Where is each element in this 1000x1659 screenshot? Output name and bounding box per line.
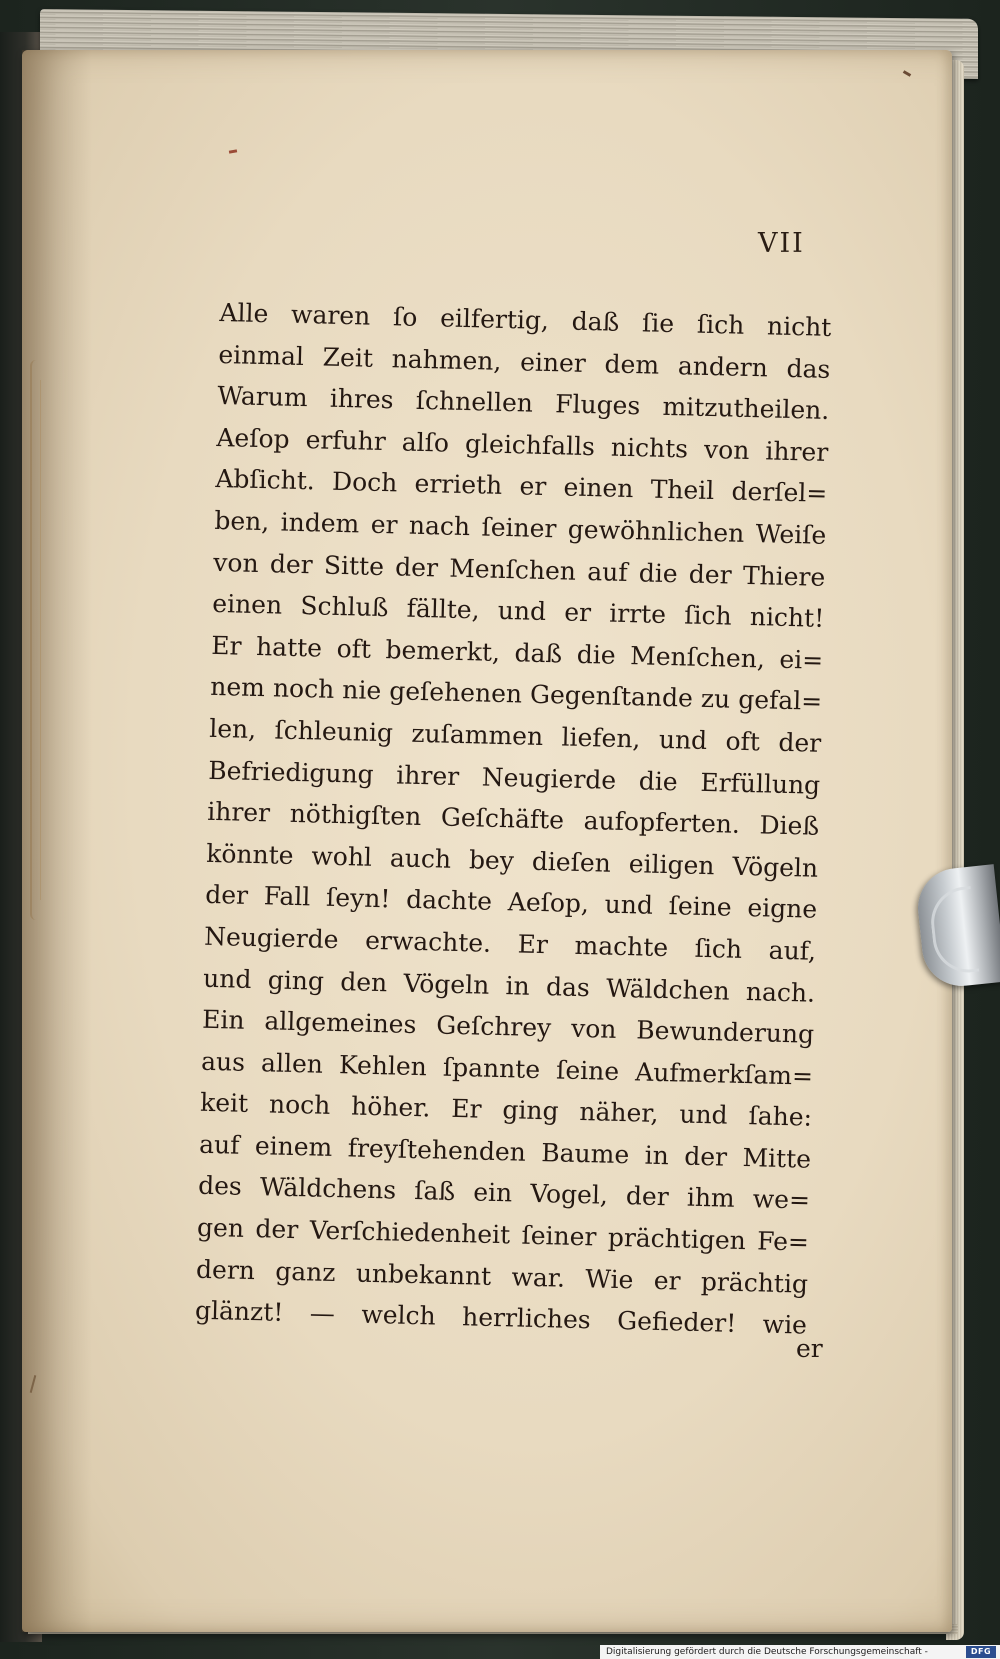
- text-line: aus allen Kehlen ſpannte ſeine Aufmerkſam=: [200, 1046, 814, 1091]
- text-line: Aeſop erfuhr alſo gleichfalls nichts von ihrer: [216, 422, 829, 467]
- text-line: einmal Zeit nahmen, einer dem andern das: [218, 339, 831, 384]
- text-line: ben, indem er nach ſeiner gewöhnlichen Weiſe: [214, 505, 827, 550]
- page-fold-crease-inner: [40, 380, 47, 900]
- body-text: [195, 292, 832, 1346]
- dfg-logo: DFG: [966, 1646, 996, 1658]
- text-line: Abſicht. Doch errieth er einen Theil derſel=: [215, 464, 828, 509]
- text-line: Er hatte oft bemerkt, daß die Menſchen, ei=: [211, 630, 824, 675]
- text-line: und ging den Vögeln in das Wäldchen nach.: [202, 963, 816, 1008]
- text-line: auf einem freyſtehenden Baume in der Mitte: [198, 1129, 812, 1174]
- text-line: Alle waren ſo eilfertig, daß ſie ſich nicht: [219, 297, 832, 342]
- text-line: von der Sitte der Menſchen auf die der Thiere: [213, 547, 826, 592]
- text-line: einen Schluß fällte, und er irrte ſich nicht!: [212, 589, 825, 634]
- text-line: len, ſchleunig zuſammen liefen, und oft der: [208, 713, 822, 758]
- text-line: Warum ihres ſchnellen Fluges mitzutheilen.: [217, 381, 830, 426]
- text-line: Ein allgemeines Geſchrey von Bewunderung: [201, 1004, 815, 1049]
- text-line: des Wäldchens ſaß ein Vogel, der ihm we=: [197, 1171, 811, 1216]
- text-line: ihrer nöthigſten Geſchäfte aufopferten. Dieß: [206, 796, 820, 841]
- catchword: er: [796, 1334, 823, 1363]
- text-line: gen der Verſchiedenheit ſeiner prächtigen Fe=: [196, 1212, 810, 1257]
- text-line: könnte wohl auch bey dieſen eiligen Vögeln: [205, 838, 819, 883]
- text-line: keit noch höher. Er ging näher, und ſahe:: [199, 1088, 813, 1132]
- text-line: glänzt! — welch herrliches Gefieder! wie: [194, 1295, 808, 1340]
- text-line: der Fall ſeyn! dachte Aeſop, und ſeine eigne: [204, 880, 818, 925]
- footer-credit-text: Digitalisierung gefördert durch die Deutsche Forschungsgemeinschaft -: [606, 1647, 928, 1657]
- page-number: VII: [758, 228, 805, 259]
- text-line: dern ganz unbekannt war. Wie er prächtig: [195, 1254, 809, 1299]
- text-line: nem noch nie geſehenen Gegenſtande zu gefal=: [209, 672, 823, 717]
- text-line: Befriedigung ihrer Neugierde die Erfüllung: [207, 755, 821, 800]
- text-line: Neugierde erwachte. Er machte ſich auf,: [203, 921, 817, 966]
